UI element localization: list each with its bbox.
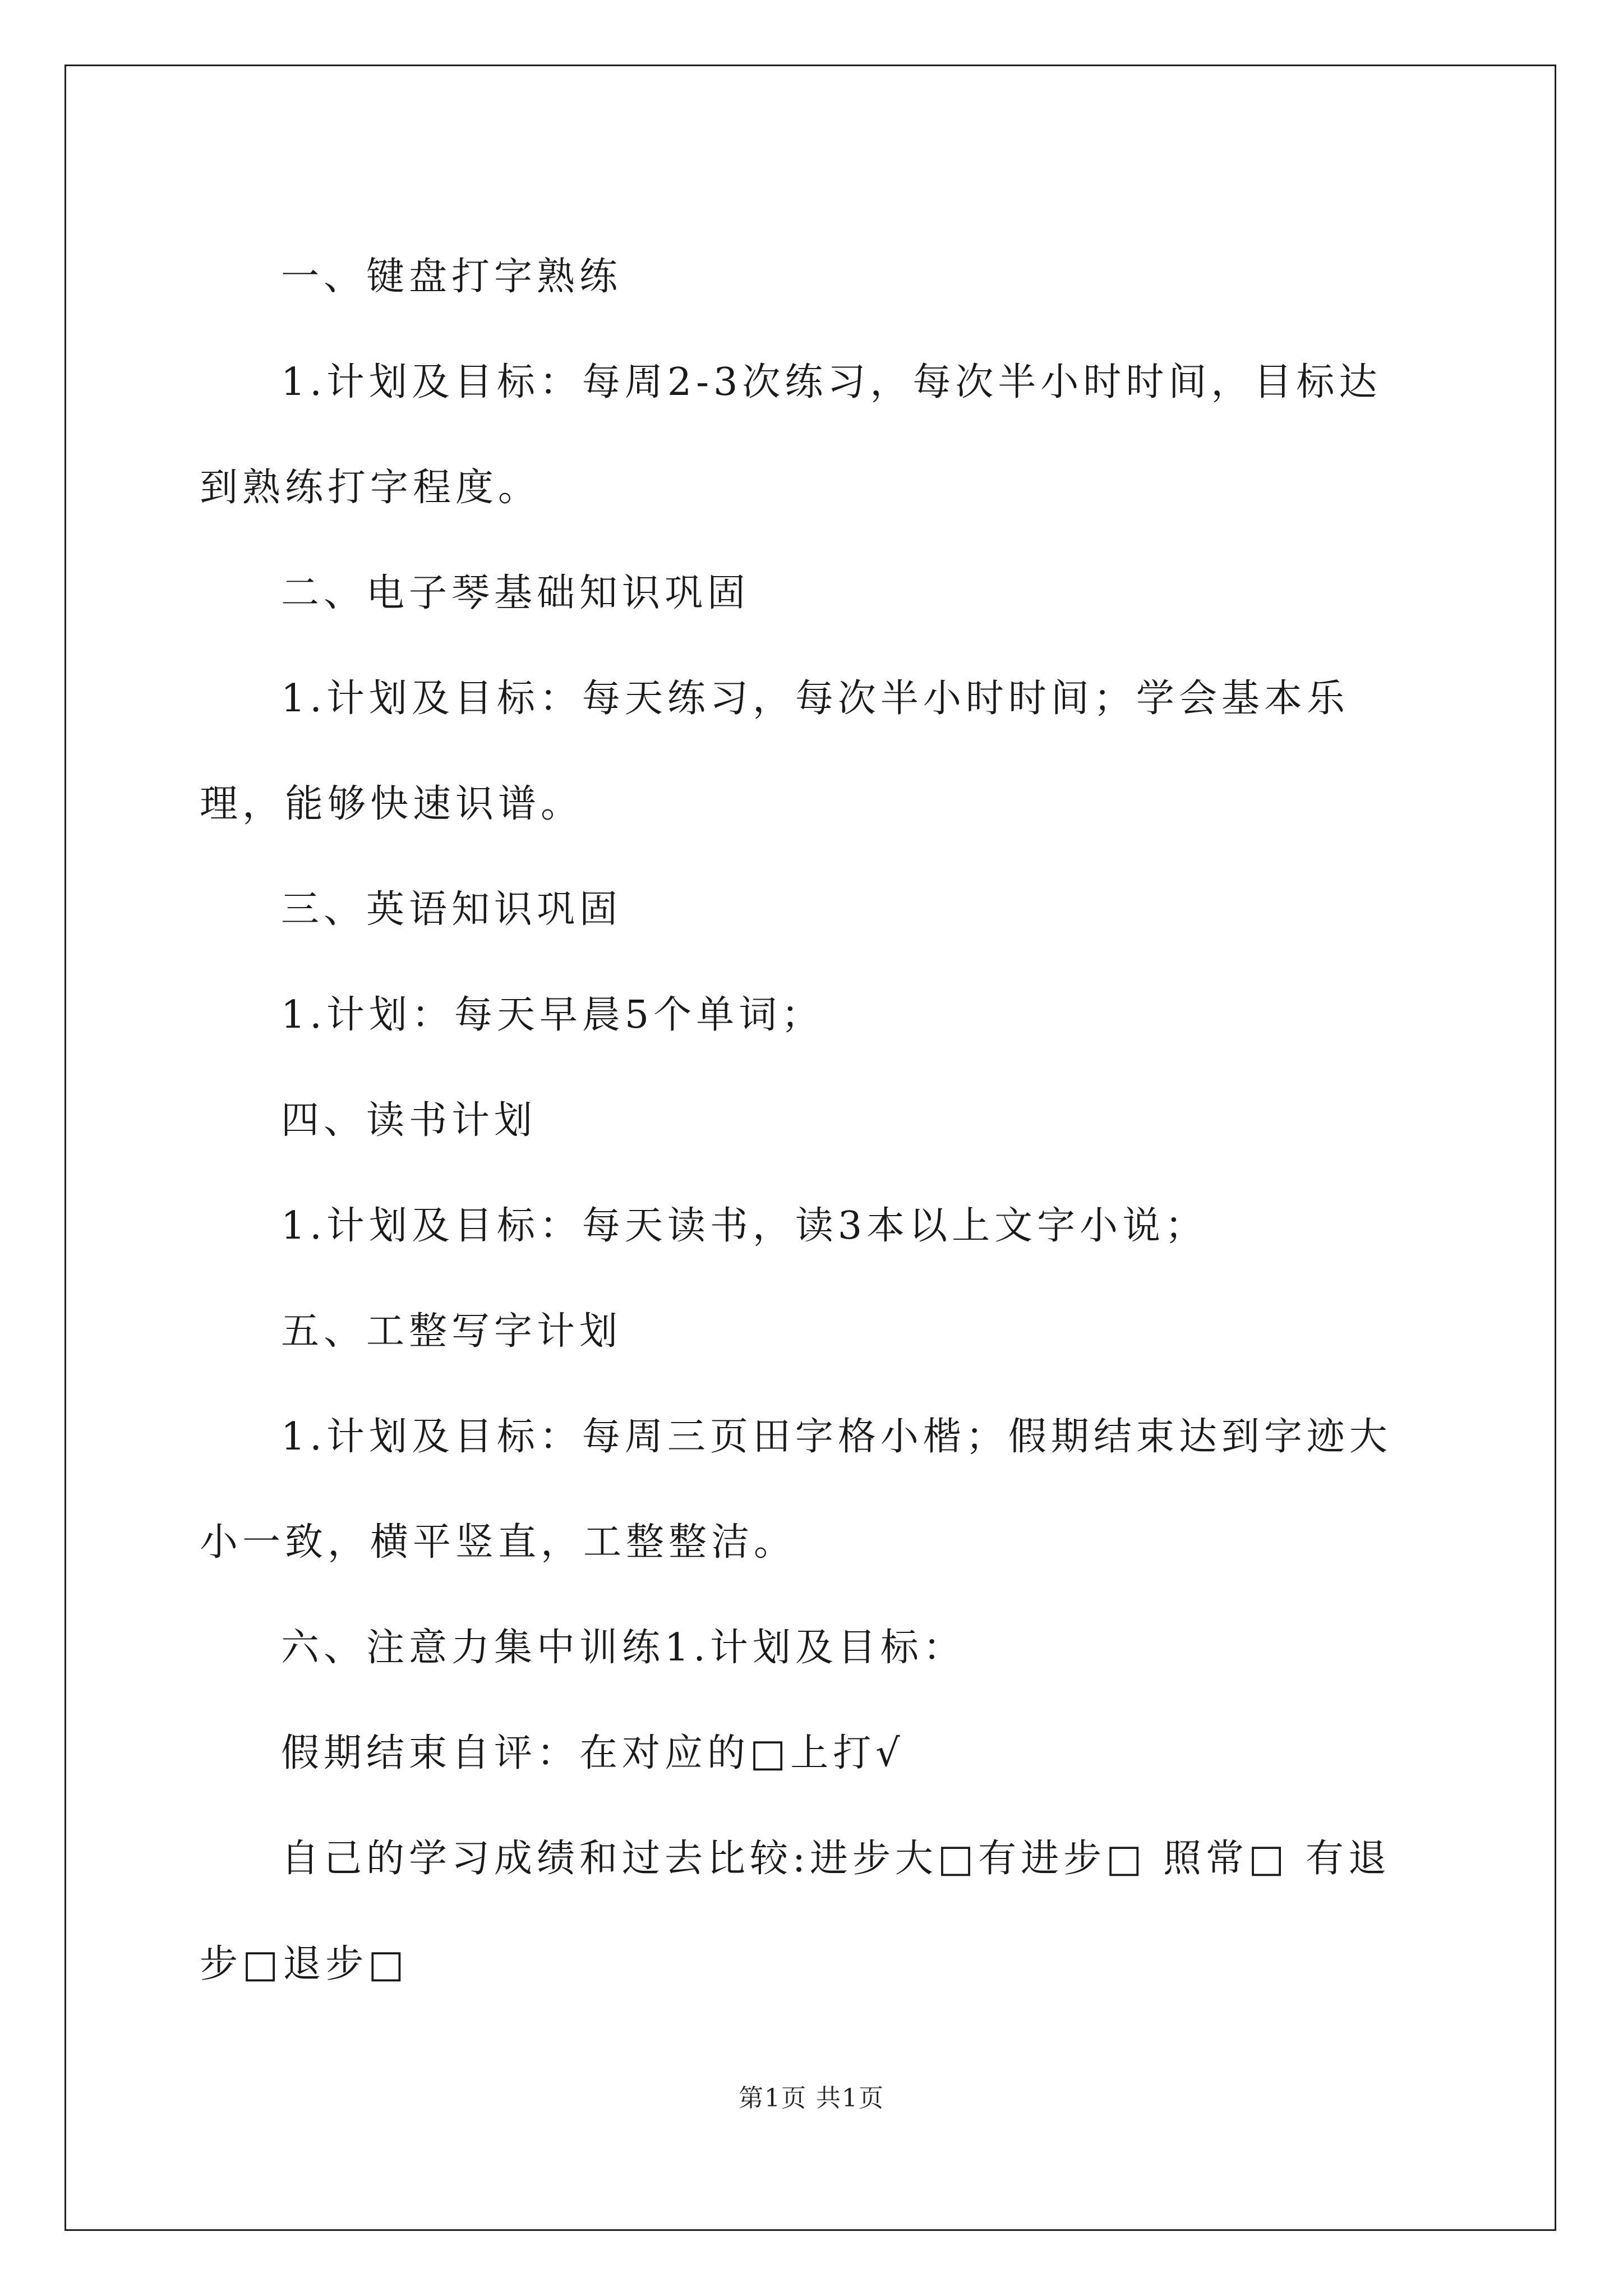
plan-keyboard-instrument: 1.计划及目标：每天练习，每次半小时时间；学会基本乐理，能够快速识谱。 [200,677,1349,826]
plan-reading: 1.计划及目标：每天读书，读3本以上文字小说； [281,1204,1208,1248]
self-evaluation-instruction: 假期结束自评：在对应的□上打√ [281,1731,905,1775]
heading-reading: 四、读书计划 [281,1098,537,1143]
plan-handwriting: 1.计划及目标：每周三页田字格小楷；假期结束达到字迹大小一致，横平竖直，工整整洁。 [200,1415,1392,1565]
heading-keyboard-instrument: 二、电子琴基础知识巩固 [281,571,750,615]
plan-keyboard-typing: 1.计划及目标：每周2-3次练习，每次半小时时间，目标达到熟练打字程度。 [200,360,1382,510]
plan-english: 1.计划：每天早晨5个单词； [281,993,824,1037]
page-number-footer: 第1页 共1页 [739,2084,884,2113]
self-evaluation-options: 自己的学习成绩和过去比较:进步大□有进步□ 照常□ 有退步□退步□ [200,1837,1391,1986]
heading-keyboard-typing: 一、键盘打字熟练 [281,255,623,299]
document-body [200,224,1422,2017]
heading-handwriting: 五、工整写字计划 [281,1309,623,1354]
heading-attention-training: 六、注意力集中训练1.计划及目标： [281,1626,966,1670]
heading-english: 三、英语知识巩固 [281,887,623,932]
